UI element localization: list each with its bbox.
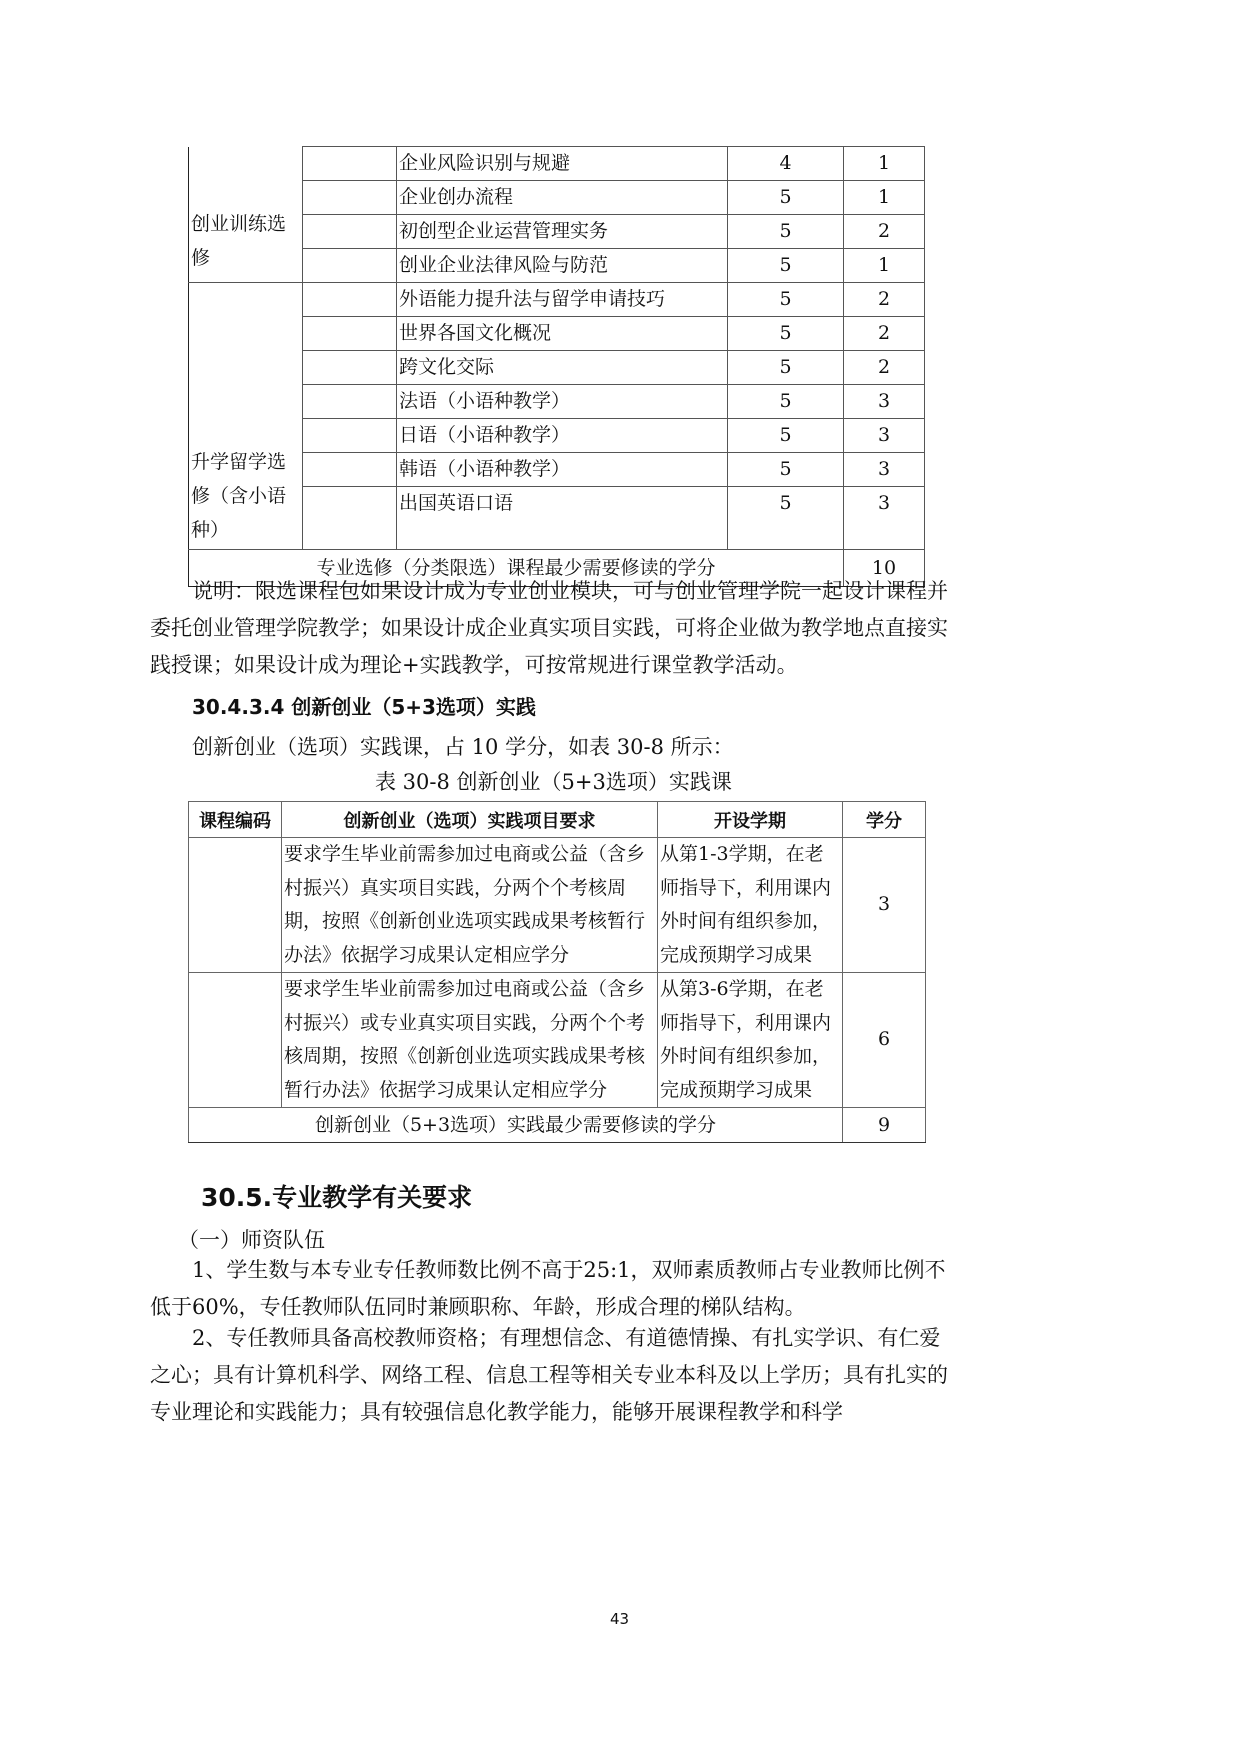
course-name: 出国英语口语 (397, 487, 728, 550)
course-name: 世界各国文化概况 (397, 317, 728, 351)
page-number: 43 (610, 1610, 630, 1628)
course-credit: 2 (844, 317, 925, 351)
total-label: 创新创业（5+3选项）实践最少需要修读的学分 (189, 1108, 843, 1143)
course-credit: 2 (844, 283, 925, 317)
course-semester: 5 (728, 453, 844, 487)
course-code (303, 317, 397, 351)
header-credit: 学分 (843, 802, 926, 838)
course-semester: 4 (728, 147, 844, 181)
course-name: 跨文化交际 (397, 351, 728, 385)
course-code (303, 385, 397, 419)
course-semester: 5 (728, 487, 844, 550)
table-caption: 表 30-8 创新创业（5+3选项）实践课 (375, 770, 732, 794)
course-semester: 5 (728, 317, 844, 351)
intro-text: 创新创业（选项）实践课，占 10 学分，如表 30-8 所示： (192, 735, 734, 759)
course-name: 企业创办流程 (397, 181, 728, 215)
note-paragraph: 说明：限选课程包如果设计成为专业创业模块，可与创业管理学院一起设计课程并委托创业管理学院教学；如果设计成企业真实项目实践，可将企业做为教学地点直接实践授课；如果设计成为理论+实践教学，可按常规进行课堂教学活动。 (150, 579, 948, 677)
credit-value: 6 (843, 973, 926, 1108)
semester-text: 从第1-3学期，在老师指导下，利用课内外时间有组织参加，完成预期学习成果 (658, 838, 843, 973)
total-value: 9 (843, 1108, 926, 1143)
course-semester: 5 (728, 181, 844, 215)
requirement-text: 要求学生毕业前需参加过电商或公益（含乡村振兴）真实项目实践，分两个个考核周期，按照《创新创业选项实践成果考核暂行办法》依据学习成果认定相应学分 (282, 838, 658, 973)
course-credit: 2 (844, 351, 925, 385)
elective-courses-table (188, 146, 925, 587)
course-credit: 1 (844, 181, 925, 215)
table-row (189, 283, 925, 317)
practice-table (188, 801, 926, 1143)
course-semester: 5 (728, 385, 844, 419)
category-label: 创业训练选修 (189, 147, 303, 283)
course-semester: 5 (728, 249, 844, 283)
course-semester: 5 (728, 351, 844, 385)
course-code (303, 249, 397, 283)
course-semester: 5 (728, 283, 844, 317)
course-name: 韩语（小语种教学） (397, 453, 728, 487)
course-code (303, 487, 397, 550)
course-code (303, 351, 397, 385)
table-row (189, 147, 925, 181)
table-row (189, 973, 926, 1108)
header-code: 课程编码 (189, 802, 282, 838)
course-code (303, 147, 397, 181)
course-credit: 1 (844, 249, 925, 283)
sub-heading: （一）师资队伍 (178, 1228, 325, 1252)
course-name: 外语能力提升法与留学申请技巧 (397, 283, 728, 317)
course-credit: 1 (844, 147, 925, 181)
course-name: 创业企业法律风险与防范 (397, 249, 728, 283)
course-code (303, 419, 397, 453)
requirement-text: 要求学生毕业前需参加过电商或公益（含乡村振兴）或专业真实项目实践，分两个个考核周期，按照《创新创业选项实践成果考核暂行办法》依据学习成果认定相应学分 (282, 973, 658, 1108)
table-header-row (189, 802, 926, 838)
total-label: 专业选修（分类限选）课程最少需要修读的学分 (189, 550, 844, 587)
course-credit: 3 (844, 419, 925, 453)
header-semester: 开设学期 (658, 802, 843, 838)
course-semester: 5 (728, 419, 844, 453)
header-requirement: 创新创业（选项）实践项目要求 (282, 802, 658, 838)
course-code (303, 215, 397, 249)
course-name: 企业风险识别与规避 (397, 147, 728, 181)
table-total-row (189, 1108, 926, 1143)
course-name: 日语（小语种教学） (397, 419, 728, 453)
course-code (189, 973, 282, 1108)
table-row (189, 838, 926, 973)
course-code (189, 838, 282, 973)
course-semester: 5 (728, 215, 844, 249)
course-code (303, 181, 397, 215)
course-code (303, 283, 397, 317)
semester-text: 从第3-6学期，在老师指导下，利用课内外时间有组织参加，完成预期学习成果 (658, 973, 843, 1108)
course-code (303, 453, 397, 487)
course-credit: 2 (844, 215, 925, 249)
category-label: 升学留学选修（含小语种） (189, 283, 303, 550)
requirement-item-2: 2、专任教师具备高校教师资格；有理想信念、有道德情操、有扎实学识、有仁爱之心；具有计算机科学、网络工程、信息工程等相关专业本科及以上学历；具有扎实的专业理论和实践能力；具有较强信息化教学能力，能够开展课程教学和科学 (150, 1326, 948, 1424)
course-name: 法语（小语种教学） (397, 385, 728, 419)
section-heading: 30.4.3.4 创新创业（5+3选项）实践 (192, 695, 536, 719)
course-credit: 3 (844, 453, 925, 487)
credit-value: 3 (843, 838, 926, 973)
total-value: 10 (844, 550, 925, 587)
course-credit: 3 (844, 487, 925, 550)
course-credit: 3 (844, 385, 925, 419)
section-heading-main: 30.5.专业教学有关要求 (201, 1183, 473, 1212)
course-name: 初创型企业运营管理实务 (397, 215, 728, 249)
requirement-item-1: 1、学生数与本专业专任教师数比例不高于25:1，双师素质教师占专业教师比例不低于60%，专任教师队伍同时兼顾职称、年龄，形成合理的梯队结构。 (150, 1258, 946, 1319)
